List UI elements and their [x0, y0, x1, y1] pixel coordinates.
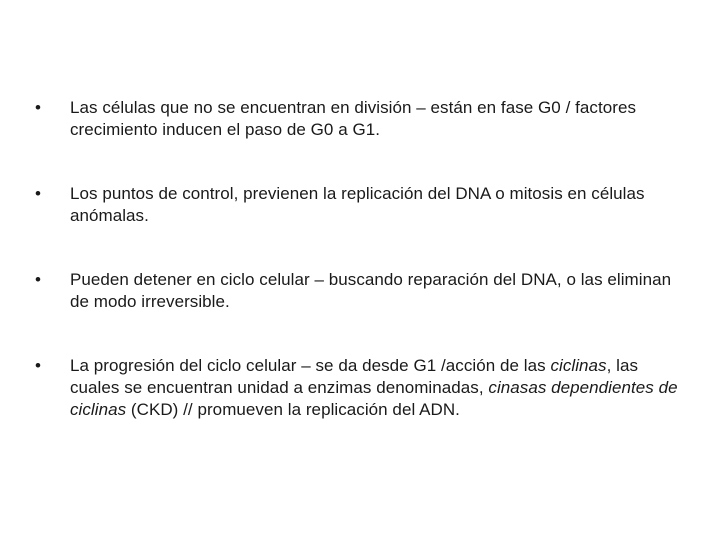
bullet-marker: • [34, 98, 41, 117]
bullet-marker: • [34, 184, 41, 203]
bullet-item-4 [30, 355, 690, 421]
bullet-text-segment: , las cuales se encuentran unidad a enzimas denominadas, [70, 356, 639, 397]
bullet-text-segment: Los puntos de control, previenen la replicación del DNA o mitosis en células anómalas. [70, 184, 645, 225]
bullet-text-italic-segment: cinasas dependientes de ciclinas [70, 378, 678, 419]
bullet-text-segment: Las células que no se encuentran en división – están en fase G0 / factores crecimiento inducen el paso de G0 a G1. [70, 98, 637, 139]
bullet-item-2 [30, 183, 690, 227]
bullet-item-3 [30, 269, 690, 313]
bullet-list [30, 97, 690, 421]
bullet-text-italic-segment: ciclinas [550, 356, 607, 375]
bullet-marker: • [34, 270, 41, 289]
bullet-text-segment: Pueden detener en ciclo celular – buscando reparación del DNA, o las eliminan de modo irreversible. [70, 270, 672, 311]
bullet-text-segment: (CKD) // promueven la replicación del ADN. [126, 400, 460, 419]
bullet-text-segment: La progresión del ciclo celular – se da desde G1 /acción de las [70, 356, 551, 375]
bullet-item-1 [30, 97, 690, 141]
bullet-marker: • [34, 356, 41, 375]
